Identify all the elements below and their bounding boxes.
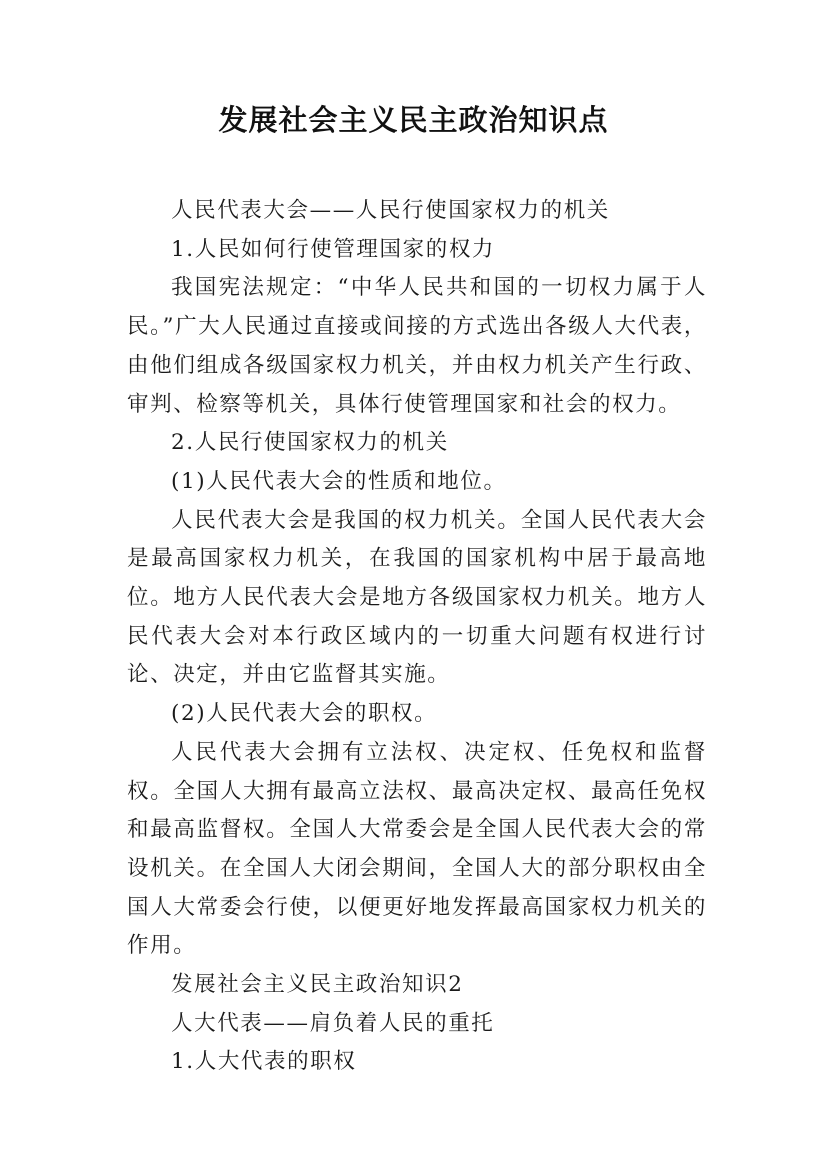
paragraph-knowledge-2: 发展社会主义民主政治知识2	[171, 972, 464, 998]
paragraph-section-2: 2.人民行使国家权力的机关	[171, 430, 449, 456]
paragraph-heading-npc: 人民代表大会——人民行使国家权力的机关	[171, 198, 610, 223]
paragraph-subsection-2: (2)人民代表大会的职权。	[171, 701, 438, 727]
document-body	[127, 192, 707, 1082]
paragraph-npc-powers: 人民代表大会拥有立法权、决定权、任免权和监督权。全国人大拥有最高立法权、最高决定权、最高任免权和最高监督权。全国人大常委会是全国人民代表大会的常设机关。在全国人大闭会期间，全国人大的部分职权由全国人大常委会行使，以便更好地发挥最高国家权力机关的作用。	[127, 739, 707, 959]
paragraph-npc-nature: 人民代表大会是我国的权力机关。全国人民代表大会是最高国家权力机关，在我国的国家机构中居于最高地位。地方人民代表大会是地方各级国家权力机关。地方人民代表大会对本行政区域内的一切重大问题有权进行讨论、决定，并由它监督其实施。	[127, 507, 707, 688]
document-title: 发展社会主义民主政治知识点	[218, 103, 609, 137]
paragraph-section-1: 1.人民如何行使管理国家的权力	[171, 236, 496, 262]
paragraph-deputies-heading: 人大代表——肩负着人民的重托	[171, 1010, 495, 1036]
paragraph-subsection-1: (1)人民代表大会的性质和地位。	[171, 468, 507, 494]
paragraph-constitution: 我国宪法规定：“中华人民共和国的一切权力属于人民。”广大人民通过直接或间接的方式选出各级人大代表，由他们组成各级国家权力机关，并由权力机关产生行政、审判、检察等机关，具体行使管理国家和社会的权力。	[127, 275, 707, 417]
paragraph-deputies-powers: 1.人大代表的职权	[171, 1049, 357, 1075]
